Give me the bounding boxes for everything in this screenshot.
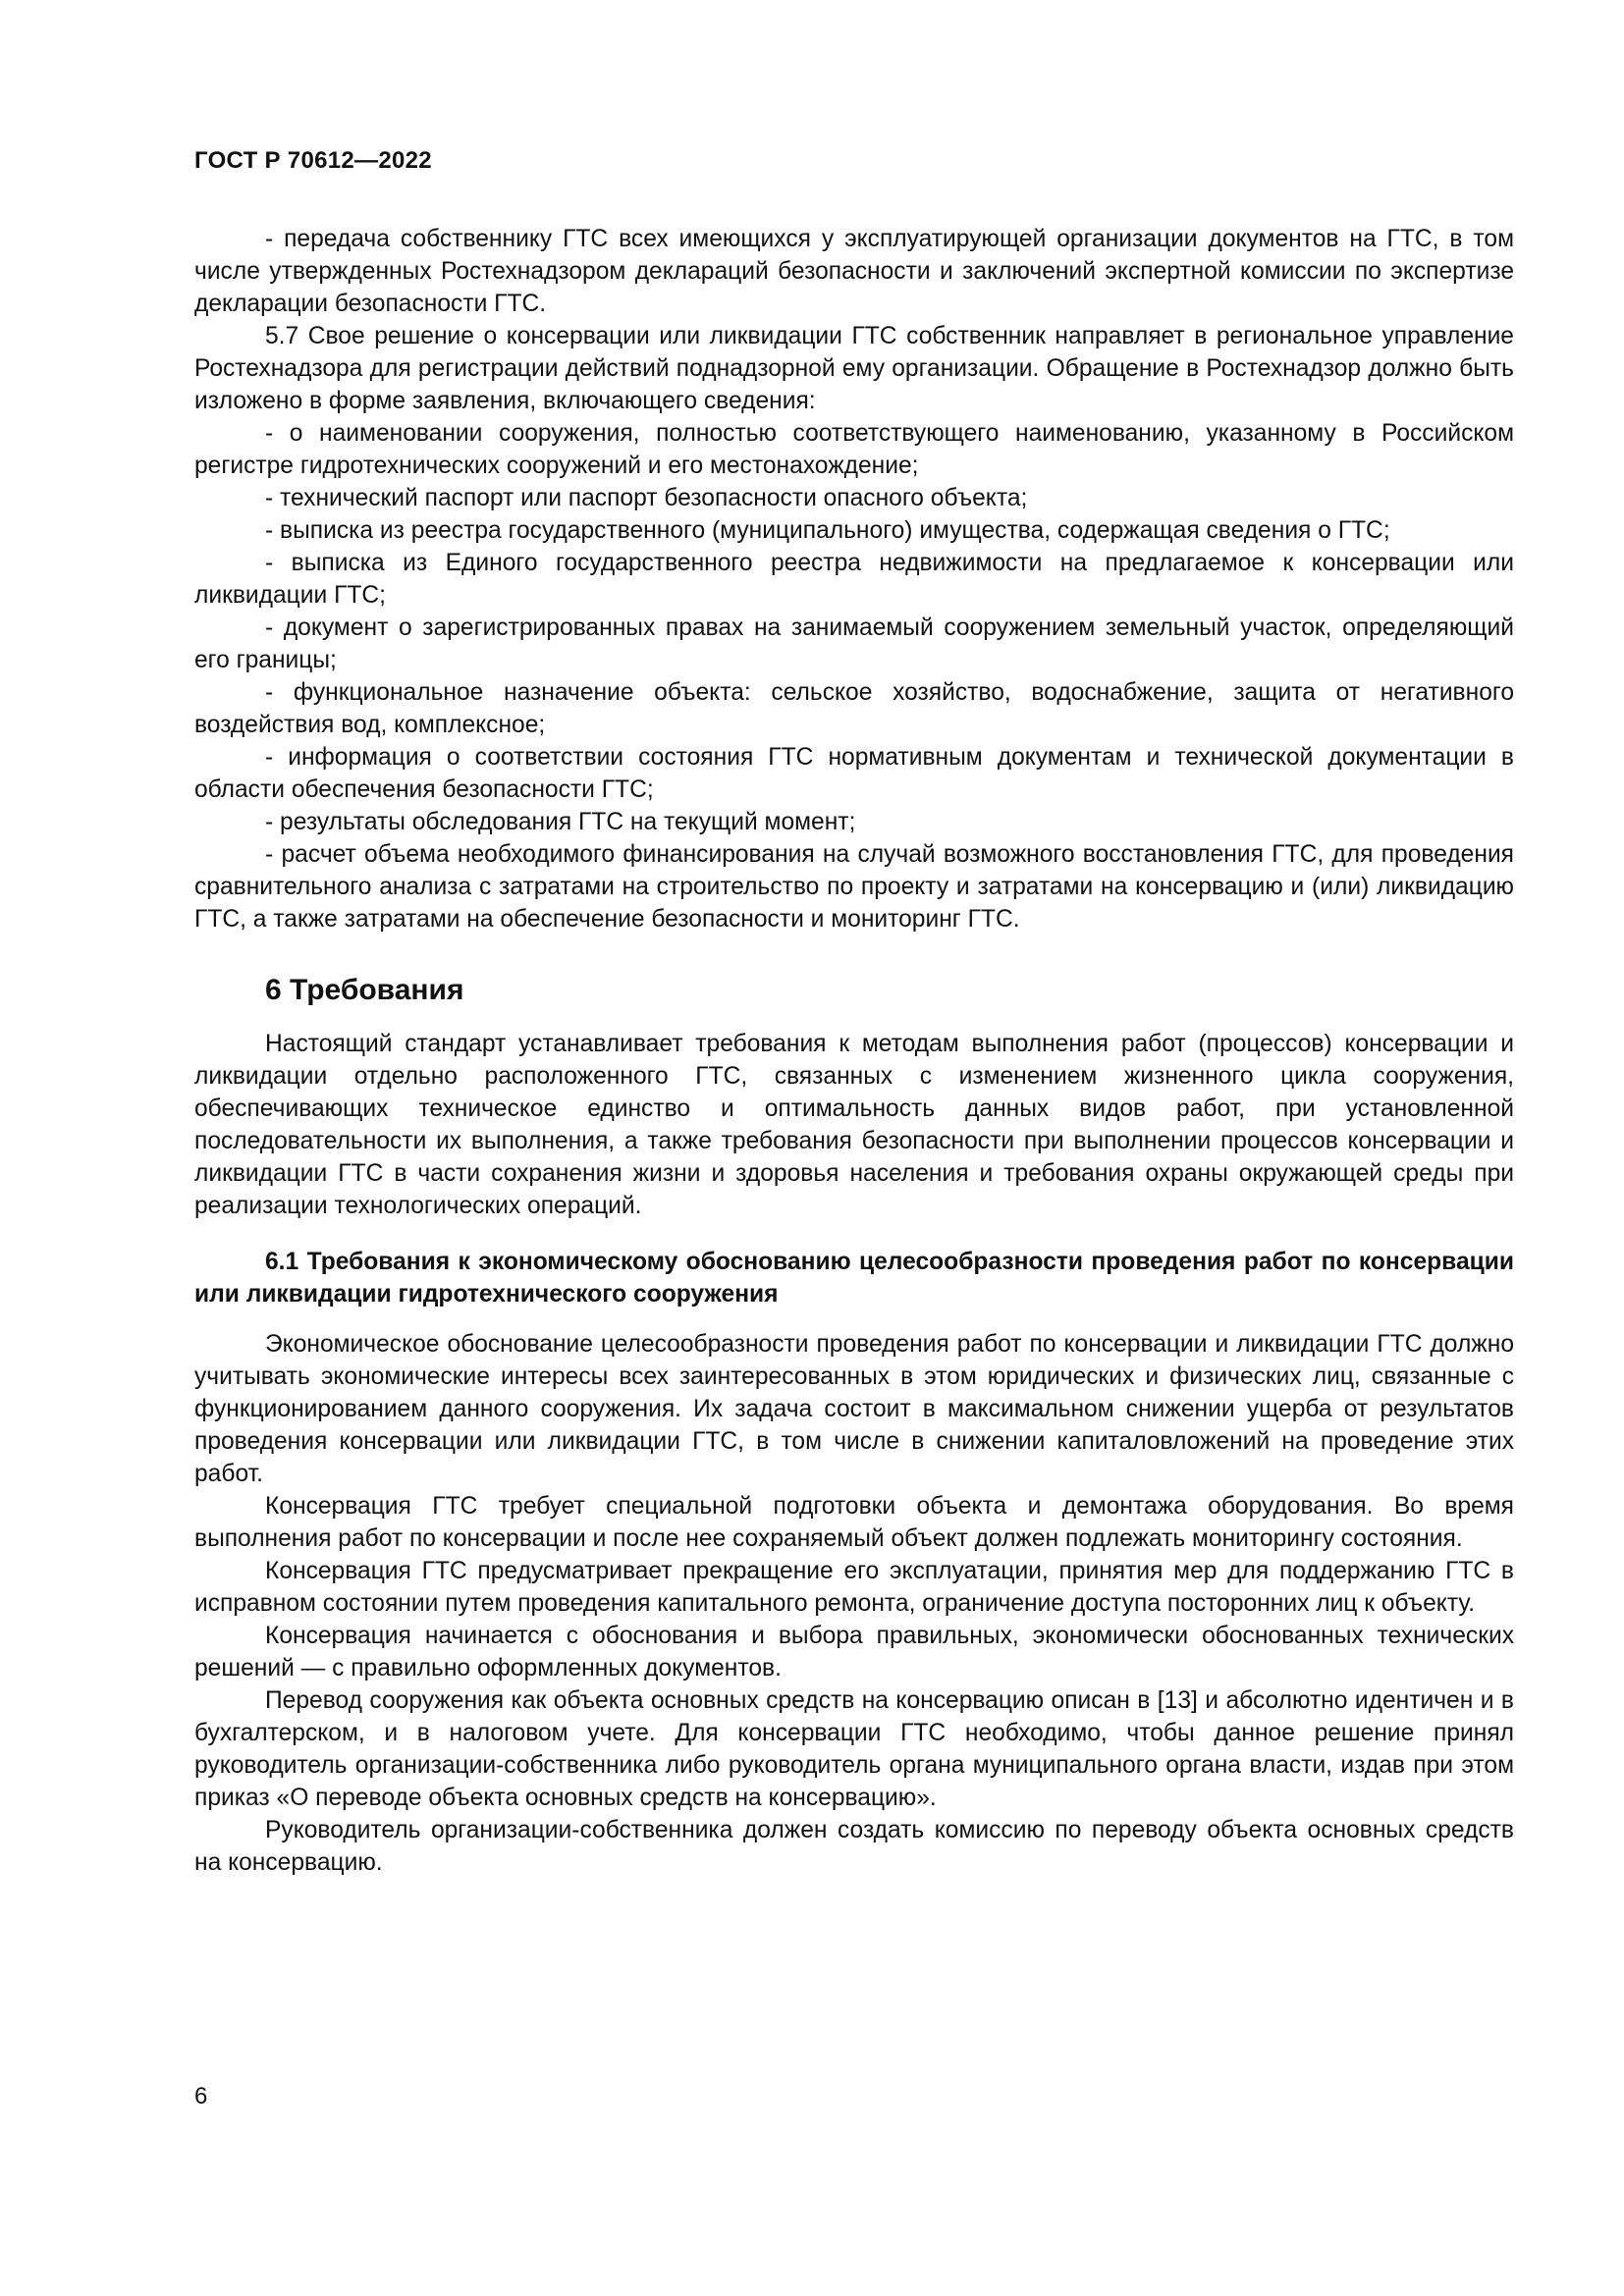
paragraph: Консервация начинается с обоснования и выбора правильных, экономически обоснованных технических решений — с правильно оформленных документов. xyxy=(194,1623,1514,1682)
list-item: - документ о зарегистрированных правах на занимаемый сооружением земельный участок, определяющий его границы; xyxy=(194,614,1514,673)
page-number: 6 xyxy=(194,2083,208,2109)
list-item: - технический паспорт или паспорт безопасности опасного объекта; xyxy=(265,485,1028,511)
list-item: - выписка из реестра государственного (муниципального) имущества, содержащая сведения о ГТС; xyxy=(265,517,1390,544)
list-item: - функциональное назначение объекта: сельское хозяйство, водоснабжение, защита от негативного воздействия вод, комплексное; xyxy=(194,679,1514,738)
body-text xyxy=(194,223,1514,1879)
paragraph: Перевод сооружения как объекта основных средств на консервацию описан в [13] и абсолютно идентичен и в бухгалтерском, и в налоговом учете. Для консервации ГТС необходимо, чтобы данное решение принял руководитель организации-собственника либо руководитель органа муниципального органа власти, издав при этом приказ «О переводе объекта основных средств на консервацию». xyxy=(194,1687,1514,1811)
clause-5-7: 5.7 Свое решение о консервации или ликвидации ГТС собственник направляет в региональное управление Ростехнадзора для регистрации действий поднадзорной ему организации. Обращение в Ростехнадзор должно быть изложено в форме заявления, включающего сведения: xyxy=(194,323,1514,414)
list-item: - выписка из Единого государственного реестра недвижимости на предлагаемое к консервации или ликвидации ГТС; xyxy=(194,550,1514,609)
section-intro: Настоящий стандарт устанавливает требования к методам выполнения работ (процессов) консервации и ликвидации отдельно расположенного ГТС, связанных с изменением жизненного цикла сооружения, обеспечивающих техническое единство и оптимальность данных видов работ, при установленной последовательности их выполнения, а также требования безопасности при выполнении процессов консервации и ликвидации ГТС в части сохранения жизни и здоровья населения и требования охраны окружающей среды при реализации технологических операций. xyxy=(194,1031,1514,1219)
section-heading: 6 Требования xyxy=(265,974,464,1006)
subsection-heading: 6.1 Требования к экономическому обоснованию целесообразности проведения работ по консервации или ликвидации гидротехнического сооружения xyxy=(194,1249,1514,1308)
running-head: ГОСТ Р 70612—2022 xyxy=(194,147,432,174)
list-item: - расчет объема необходимого финансирования на случай возможного восстановления ГТС, для проведения сравнительного анализа с затратами на строительство по проекту и затратами на консервацию и (или) ликвидацию ГТС, а также затратами на обеспечение безопасности и мониторинг ГТС. xyxy=(194,841,1514,933)
paragraph: Консервация ГТС требует специальной подготовки объекта и демонтажа оборудования. Во время выполнения работ по консервации и после нее сохраняемый объект должен подлежать мониторингу состояния. xyxy=(194,1493,1514,1552)
list-item: - о наименовании сооружения, полностью соответствующего наименованию, указанному в Российском регистре гидротехнических сооружений и его местонахождение; xyxy=(194,420,1514,479)
paragraph: Экономическое обоснование целесообразности проведения работ по консервации и ликвидации ГТС должно учитывать экономические интересы всех заинтересованных в этом юридических и физических лиц, связанные с функционированием данного сооружения. Их задача состоит в максимальном снижении ущерба от результатов проведения консервации или ликвидации ГТС, в том числе в снижении капиталовложений на проведение этих работ. xyxy=(194,1331,1514,1487)
list-item: - передача собственнику ГТС всех имеющихся у эксплуатирующей организации документов на ГТС, в том числе утвержденных Ростехнадзором деклараций безопасности и заключений экспертной комиссии по экспертизе декларации безопасности ГТС. xyxy=(194,226,1514,317)
paragraph: Консервация ГТС предусматривает прекращение его эксплуатации, принятия мер для поддержанию ГТС в исправном состоянии путем проведения капитального ремонта, ограничение доступа посторонних лиц к объекту. xyxy=(194,1558,1514,1617)
list-item: - информация о соответствии состояния ГТС нормативным документам и технической документации в области обеспечения безопасности ГТС; xyxy=(194,744,1514,803)
list-item: - результаты обследования ГТС на текущий момент; xyxy=(265,809,856,835)
paragraph: Руководитель организации-собственника должен создать комиссию по переводу объекта основных средств на консервацию. xyxy=(194,1817,1514,1876)
